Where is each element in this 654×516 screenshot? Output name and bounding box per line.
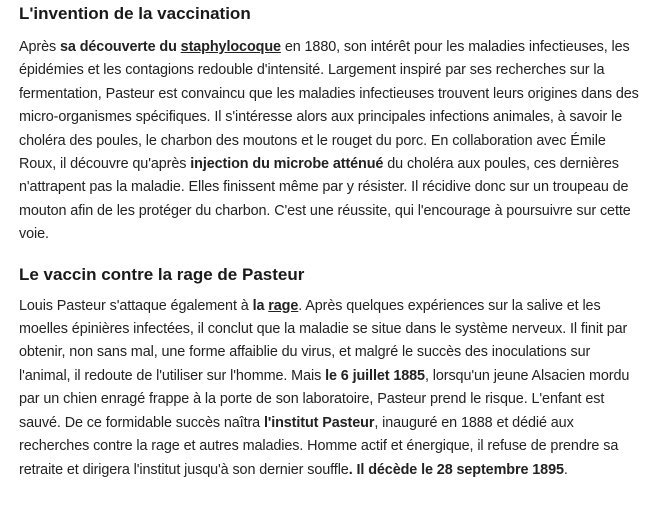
bold-run: le 6 juillet 1885 (325, 367, 425, 384)
text-run: . Après quelques expériences sur la salive et les moelles épinières infectées, il conclut que la maladie se situe dans le système nerveux. Il finit par obtenir, non sans mal, une forme affaiblie du virus, et malgré le succès des inoculations sur l'animal, il redoute de l'utiliser sur l'homme. Mais (19, 297, 628, 384)
paragraph-rage (19, 295, 640, 482)
bold-run: l'institut Pasteur (263, 414, 375, 431)
bold-run: la (252, 297, 269, 314)
text-run: , inauguré en 1888 et dédié aux recherches contre la rage et autres maladies. Homme actif et énergique, il refuse de prendre sa retraite et dirigera l'institut jusqu'à son dernier souffle (19, 414, 619, 478)
text-run: Louis Pasteur s'attaque également à (19, 297, 253, 314)
text-run: , lorsqu'un jeune Alsacien mordu par un chien enragé frappe à la porte de son laboratoire, Pasteur prend le risque. L'enfant est sauvé. De ce formidable succès naîtra (19, 367, 630, 431)
text-run: en 1880, son intérêt pour les maladies infectieuses, les épidémies et les contagions redouble d'intensité. Largement inspiré par ses recherches sur la fermentation, Pasteur est convaincu que les maladies infectieuses trouvent leurs origines dans des micro-organismes spécifiques. Il s'intéresse alors aux principales infections animales, à savoir le choléra des poules, le charbon des moutons et le rouget du porc. En collaboration avec Émile Roux, il découvre qu'après (19, 39, 639, 173)
section-title-rage: Le vaccin contre la rage de Pasteur (19, 264, 305, 284)
bold-run: sa découverte du (60, 39, 181, 55)
paragraph-vaccination (19, 36, 640, 247)
bold-run: injection du microbe atténué (190, 156, 384, 173)
text-run: du choléra aux poules, ces dernières n'attrapent pas la maladie. Elles finissent même par y résister. Il récidive donc sur un troupeau de mouton afin de les protéger du charbon. C'est une réussite, qui l'encourage à poursuivre sur cette voie. (19, 156, 631, 243)
bold-run: . Il décède le 28 septembre 1895 (348, 461, 564, 478)
text-run: . (563, 461, 568, 478)
staphylocoque-link[interactable]: staphylocoque (180, 39, 281, 55)
rage-link[interactable]: rage (268, 297, 299, 314)
text-run: Après (19, 39, 60, 55)
section-title-vaccination: L'invention de la vaccination (19, 4, 251, 23)
